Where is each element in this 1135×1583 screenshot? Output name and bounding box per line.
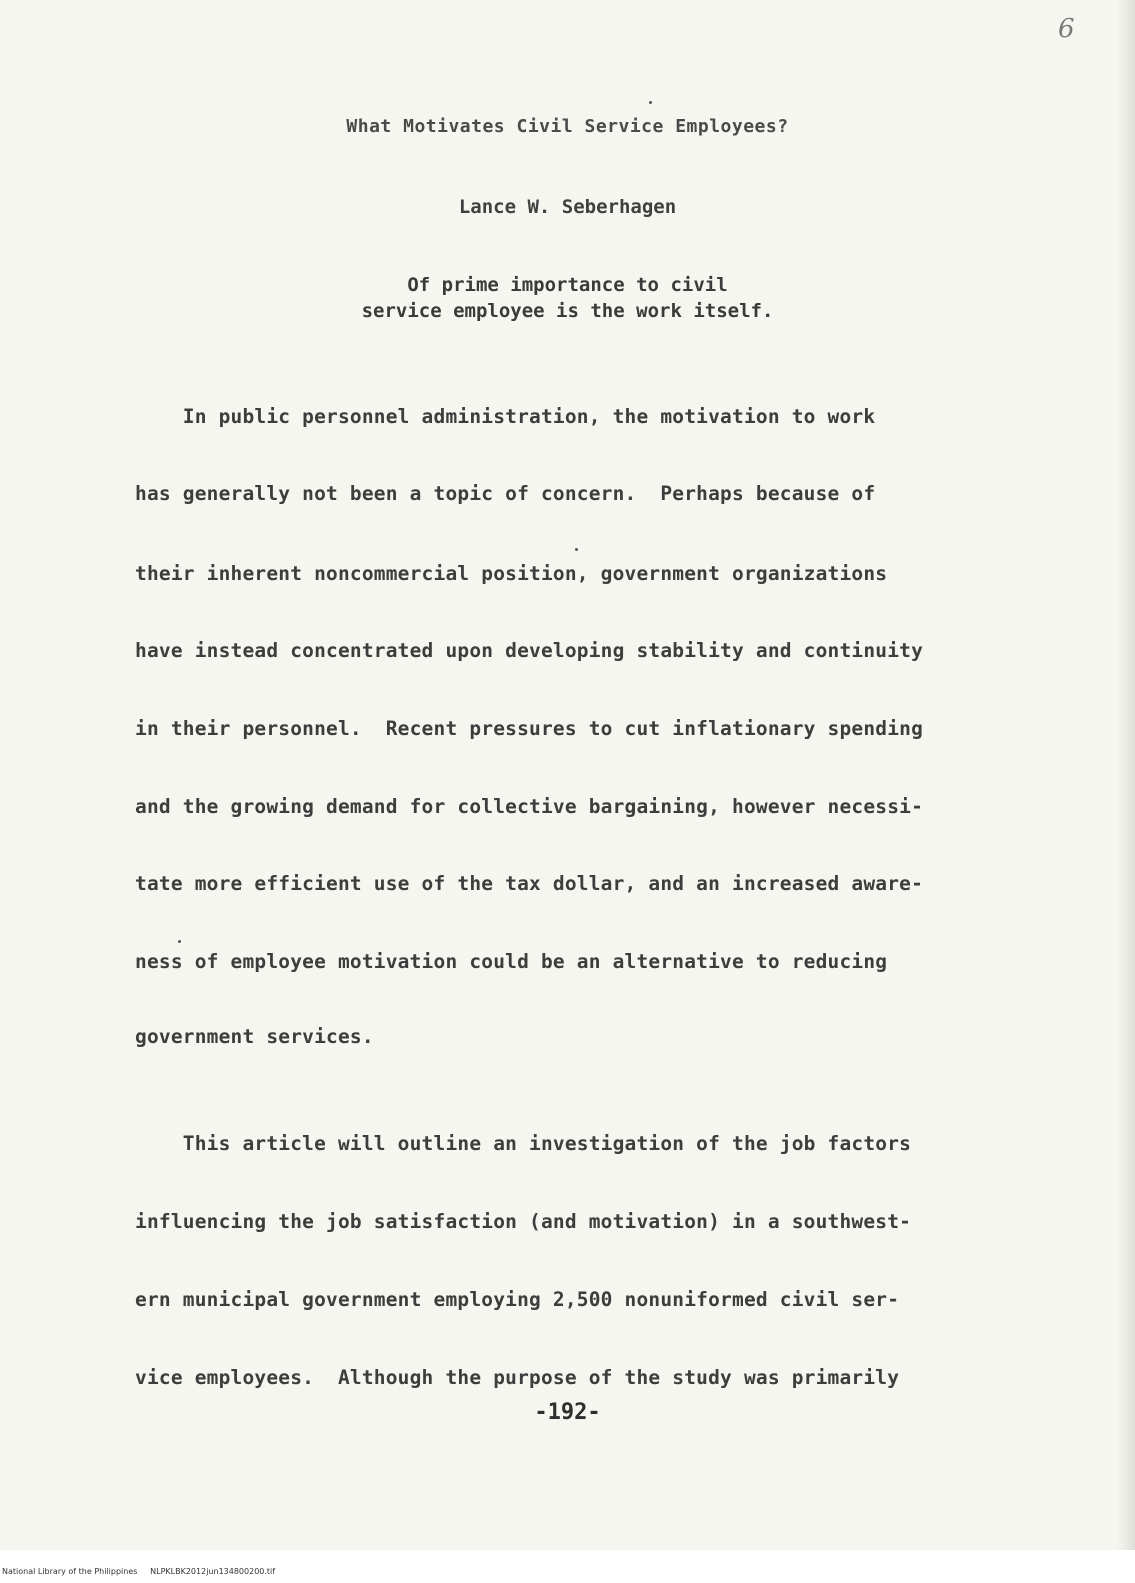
article-subtitle-line: service employee is the work itself. [361,300,774,322]
body-text-line: ness of employee motivation could be an alternative to reducing [135,950,888,973]
body-text-line: in their personnel. Recent pressures to cut inflationary spending [135,717,924,740]
body-text-line: influencing the job satisfaction (and motivation) in a southwest- [135,1210,912,1233]
article-subtitle-line: Of prime importance to civil [407,274,728,296]
scan-speck [575,548,578,551]
body-text-line: their inherent noncommercial position, government organizations [135,562,888,585]
body-text-line: has generally not been a topic of concern. Perhaps because of [135,482,876,505]
body-text-line: government services. [135,1025,374,1048]
scan-speck [649,101,652,104]
body-text-line: and the growing demand for collective bargaining, however necessi- [135,795,924,818]
body-text-line: have instead concentrated upon developing stability and continuity [135,639,924,662]
handwritten-page-number: 6 [1058,14,1075,44]
scan-speck [178,940,181,943]
scan-footer-text: National Library of the Philippines NLPKLBK2012jun134800200.tif [2,1567,276,1576]
body-text-line: In public personnel administration, the motivation to work [135,405,876,428]
body-text-line: vice employees. Although the purpose of the study was primarily [135,1366,900,1389]
page-edge-shadow [1117,0,1135,1550]
article-title: What Motivates Civil Service Employees? [346,116,789,137]
body-text-line: ern municipal government employing 2,500 nonuniformed civil ser- [135,1288,900,1311]
article-author: Lance W. Seberhagen [458,196,677,218]
body-text-line: tate more efficient use of the tax dollar, and an increased aware- [135,872,924,895]
page-folio: -192- [534,1400,601,1425]
body-text-line: This article will outline an investigation of the job factors [135,1132,912,1155]
